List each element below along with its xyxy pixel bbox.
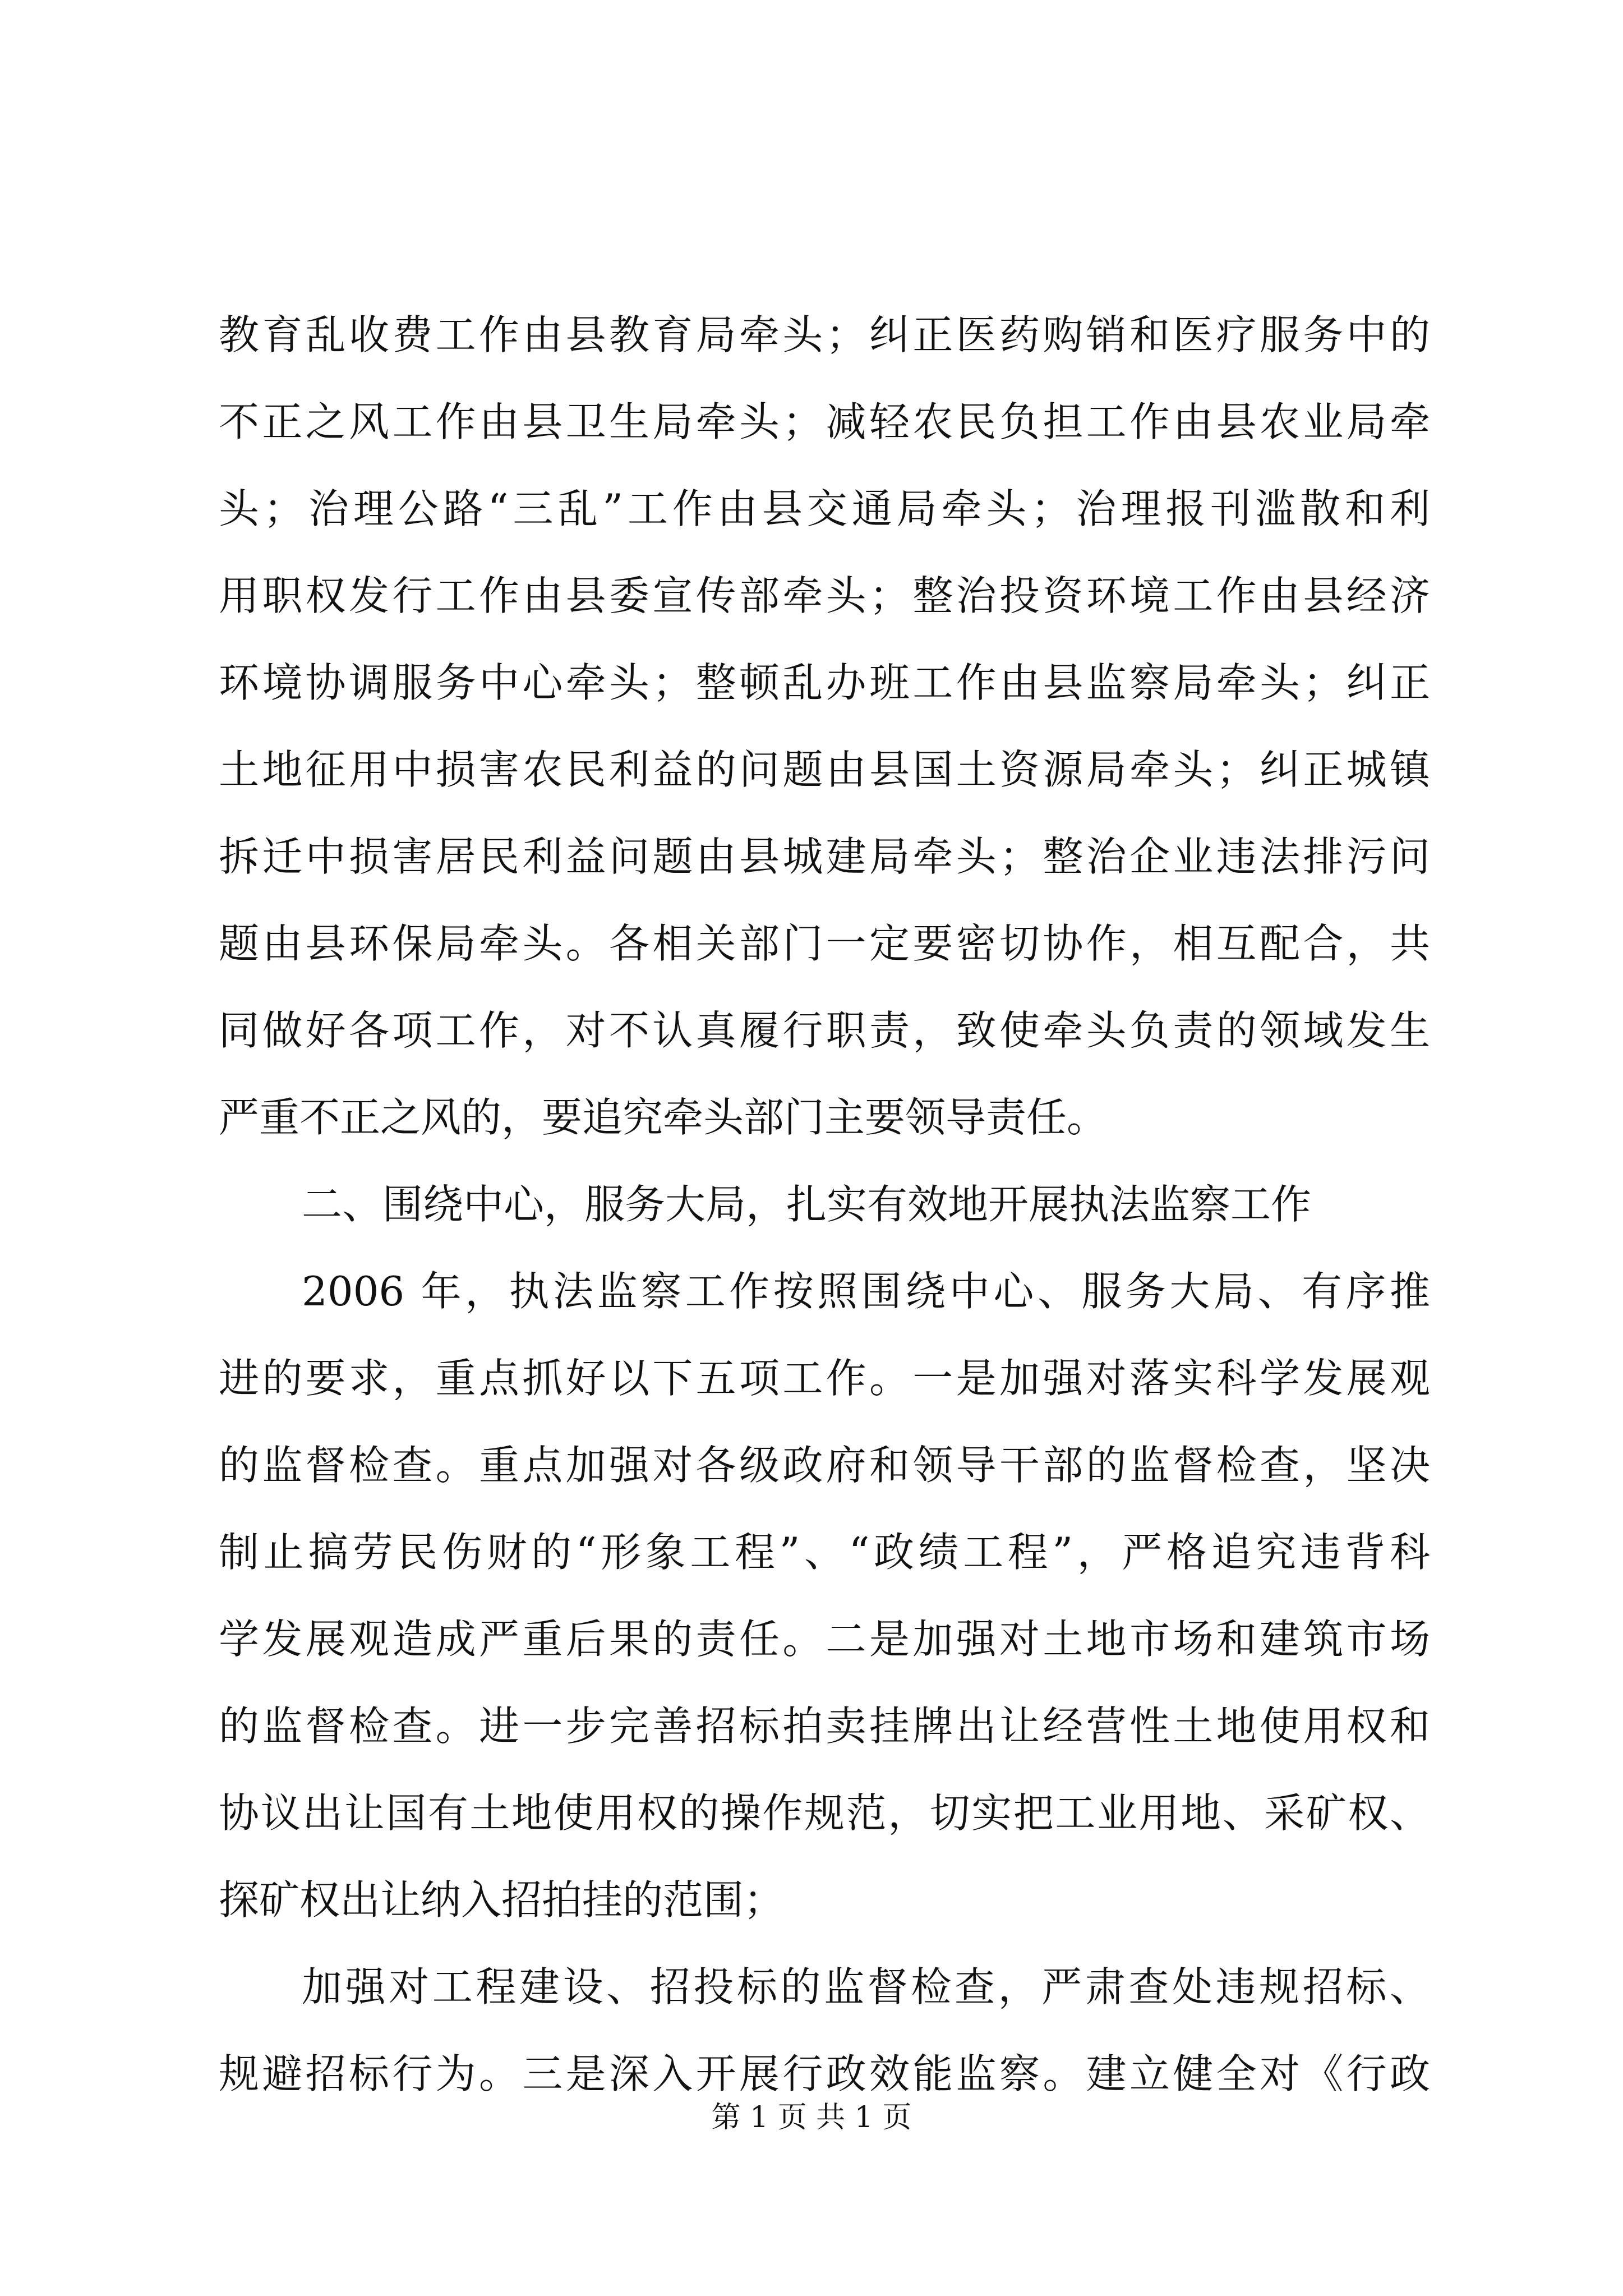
section-heading: 二、围绕中心，服务大局，扎实有效地开展执法监察工作 xyxy=(302,1181,1312,1228)
text-line: 加强对工程建设、招投标的监督检查，严肃查处违规招标、 xyxy=(302,1963,1430,2010)
text-line: 2006 年，执法监察工作按照围绕中心、服务大局、有序推 xyxy=(302,1268,1430,1315)
body-text xyxy=(219,292,1430,2118)
text-line: 的监督检查。重点加强对各级政府和领导干部的监督检查，坚决 xyxy=(219,1442,1430,1489)
text-line: 探矿权出让纳入招拍挂的范围； xyxy=(219,1876,785,1924)
text-line: 教育乱收费工作由县教育局牵头；纠正医药购销和医疗服务中的 xyxy=(219,311,1430,358)
text-line: 头；治理公路“三乱”工作由县交通局牵头；治理报刊滥散和利 xyxy=(219,485,1430,532)
text-line: 题由县环保局牵头。各相关部门一定要密切协作，相互配合，共 xyxy=(219,920,1430,967)
text-line: 不正之风工作由县卫生局牵头；减轻农民负担工作由县农业局牵 xyxy=(219,398,1430,445)
text-line: 环境协调服务中心牵头；整顿乱办班工作由县监察局牵头；纠正 xyxy=(219,659,1430,706)
text-line: 土地征用中损害农民利益的问题由县国土资源局牵头；纠正城镇 xyxy=(219,746,1430,793)
text-line: 的监督检查。进一步完善招标拍卖挂牌出让经营性土地使用权和 xyxy=(219,1703,1430,1750)
text-line: 严重不正之风的，要追究牵头部门主要领导责任。 xyxy=(219,1094,1108,1141)
text-line: 同做好各项工作，对不认真履行职责，致使牵头负责的领域发生 xyxy=(219,1007,1430,1054)
text-line: 规避招标行为。三是深入开展行政效能监察。建立健全对《行政 xyxy=(219,2050,1430,2097)
text-line: 协议出让国有土地使用权的操作规范，切实把工业用地、采矿权、 xyxy=(219,1789,1430,1837)
page-footer: 第 1 页 共 1 页 xyxy=(711,2101,912,2134)
text-line: 制止搞劳民伤财的“形象工程”、“政绩工程”，严格追究违背科 xyxy=(219,1529,1430,1576)
text-line: 学发展观造成严重后果的责任。二是加强对土地市场和建筑市场 xyxy=(219,1616,1430,1663)
text-line: 进的要求，重点抓好以下五项工作。一是加强对落实科学发展观 xyxy=(219,1355,1430,1402)
text-line: 拆迁中损害居民利益问题由县城建局牵头；整治企业违法排污问 xyxy=(219,833,1430,880)
text-line: 用职权发行工作由县委宣传部牵头；整治投资环境工作由县经济 xyxy=(219,572,1430,619)
